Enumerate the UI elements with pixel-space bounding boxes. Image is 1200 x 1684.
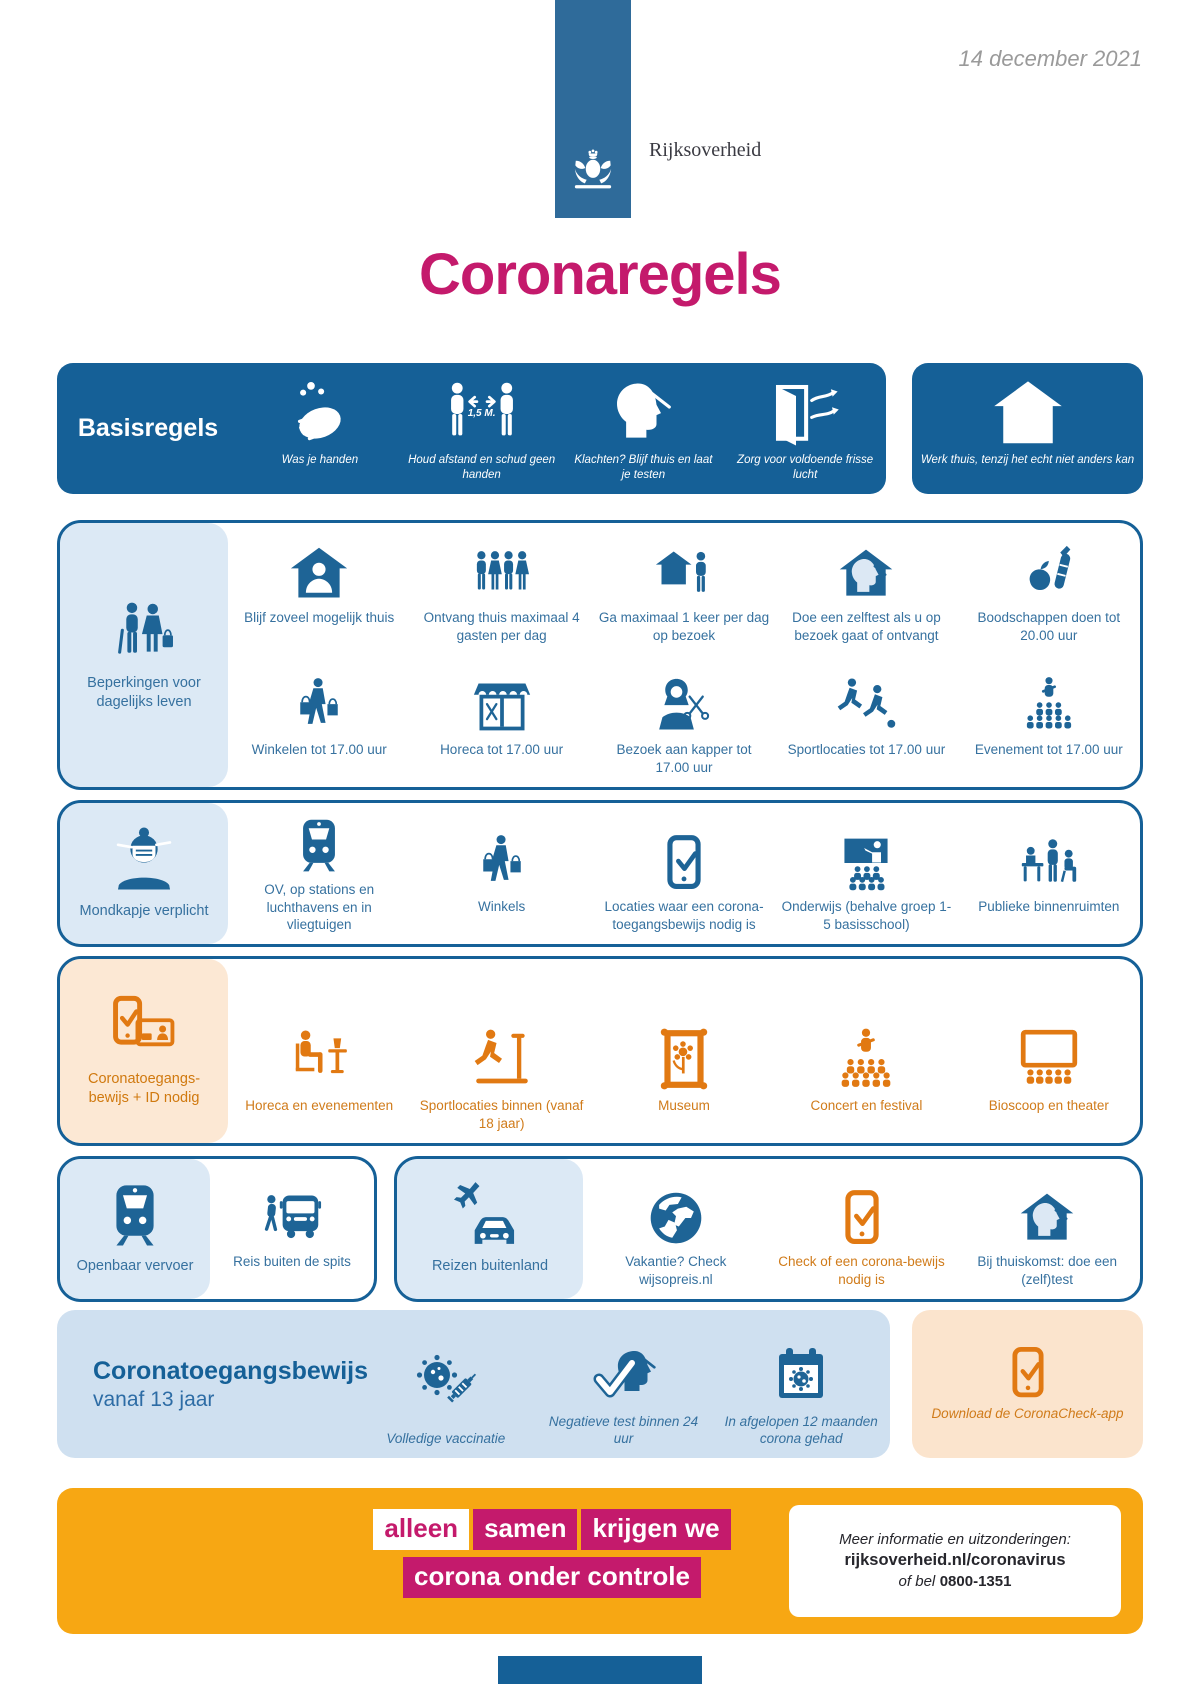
sidebar-label: Mondkapje verplicht (79, 902, 209, 919)
rule-bioscoop (958, 959, 1140, 1143)
rule-publieke-binnenruimten (958, 803, 1140, 944)
phone-check-icon (826, 1188, 898, 1248)
basisregels-work-home-box (912, 363, 1143, 494)
ctb13-title: Coronatoegangsbewijs (93, 1356, 369, 1385)
basisregels-title: Basisregels (77, 414, 219, 442)
ctb-id-sidebar (60, 959, 228, 1143)
rule-hairdresser (593, 655, 775, 787)
rule-label: Boodschappen doen tot 20.00 uur (977, 610, 1121, 643)
rule-ov (228, 803, 410, 944)
section-ctb-id (57, 956, 1143, 1146)
rule-label: Horeca tot 17.00 uur (440, 742, 564, 757)
rule-fresh-air (724, 363, 886, 494)
phone-id-icon (104, 994, 184, 1064)
rule-label: Bij thuiskomst: doe een (zelf)test (977, 1254, 1117, 1287)
info-box (789, 1505, 1121, 1617)
rule-label: Sportlocaties tot 17.00 uur (787, 742, 946, 757)
rule-negatieve-test (535, 1310, 713, 1458)
rule-selftest-visit (775, 523, 957, 655)
rule-event (958, 655, 1140, 787)
section-ctb-13 (57, 1310, 890, 1458)
sidebar-label-line1: Coronatoegangs- (87, 1070, 201, 1087)
rule-winkels (410, 803, 592, 944)
beperkingen-sidebar (60, 523, 228, 787)
section-openbaar-vervoer (57, 1156, 377, 1302)
rule-label: Bioscoop en theater (988, 1098, 1109, 1113)
rule-label: Concert en festival (810, 1098, 923, 1113)
virus-syringe-icon (408, 1345, 484, 1409)
rule-thuiskomst-test (954, 1159, 1140, 1299)
rule-sports (775, 655, 957, 787)
rule-label: Werk thuis, tenzij het echt niet anders kan (920, 454, 1135, 466)
beperkingen-items (228, 523, 1140, 787)
rule-label: Negatieve test binnen 24 uur (548, 1413, 699, 1447)
rule-label: Museum (658, 1098, 710, 1113)
beperkingen-row-1 (228, 523, 1140, 655)
event-stage-icon (1013, 676, 1085, 736)
public-indoor-icon (1013, 833, 1085, 893)
sidebar-label: Reizen buitenland (431, 1258, 549, 1275)
house-person-icon (648, 544, 720, 604)
rule-sport-binnen (410, 959, 592, 1143)
slogan-chip-alleen: alleen (373, 1509, 469, 1550)
rule-label: In afgelopen 12 maanden corona gehad (724, 1413, 878, 1447)
rule-work-home (912, 363, 1143, 494)
test-head-icon (600, 378, 686, 450)
ctb13-subtitle: vanaf 13 jaar (93, 1387, 215, 1411)
download-label: Download de CoronaCheck-app (931, 1406, 1124, 1422)
storefront-icon (466, 676, 538, 736)
train-icon (283, 816, 355, 876)
info-phone-prefix: of bel (898, 1573, 936, 1590)
concert-icon (829, 1026, 903, 1092)
calendar-virus-icon (763, 1344, 839, 1408)
rule-horeca-evenementen (228, 959, 410, 1143)
rule-label: Houd afstand en schud geen handen (408, 454, 556, 481)
rule-label: Locaties waar een corona-toegangsbewijs nodig is (604, 899, 764, 932)
rule-one-visit (593, 523, 775, 655)
rijksoverheid-logo-ribbon (555, 0, 631, 218)
rule-label: Doe een zelftest als u op bezoek gaat of ontvangt (792, 610, 941, 643)
house-test-icon (1011, 1188, 1083, 1248)
wash-hands-icon (277, 378, 363, 450)
rule-stay-home (228, 523, 410, 655)
rule-keep-distance (401, 363, 563, 494)
treadmill-icon (465, 1026, 539, 1092)
sidebar-label: Openbaar vervoer (76, 1258, 194, 1275)
rule-label: Klachten? Blijf thuis en laat je testen (574, 454, 713, 481)
mondkapje-sidebar (60, 803, 228, 944)
rule-label: Volledige vaccinatie (386, 1431, 506, 1447)
rule-label: OV, op stations en luchthavens en in vliegtuigen (264, 882, 375, 933)
section-reizen (394, 1156, 1143, 1302)
reizen-items (583, 1159, 1140, 1299)
distance-badge: 1,5 M. (467, 408, 496, 419)
ov-items (210, 1159, 374, 1299)
rule-horeca (410, 655, 592, 787)
shopper-icon (466, 833, 538, 893)
slogan-line-2 (352, 1557, 752, 1598)
logo-text: Rijksoverheid (649, 139, 762, 161)
rule-label: Was je handen (281, 454, 359, 466)
elderly-couple-icon (104, 598, 184, 668)
info-url: rijksoverheid.nl/coronavirus (844, 1551, 1066, 1569)
sidebar-label (88, 1070, 200, 1108)
cinema-screen-icon (1012, 1026, 1086, 1092)
rule-museum (593, 959, 775, 1143)
mondkapje-items (228, 803, 1140, 944)
ov-sidebar (60, 1159, 210, 1299)
rule-groceries (958, 523, 1140, 655)
rule-label: Winkels (477, 899, 526, 914)
rule-label: Blijf zoveel mogelijk thuis (244, 610, 395, 625)
rule-four-guests (410, 523, 592, 655)
phone-check-icon (648, 833, 720, 893)
reizen-sidebar (397, 1159, 583, 1299)
train-icon (95, 1181, 175, 1251)
rule-vakantie (583, 1159, 769, 1299)
download-coronacheck-box (912, 1310, 1143, 1458)
rule-label: Sportlocaties binnen (vanaf 18 jaar) (419, 1098, 584, 1131)
slogan-line-1 (352, 1509, 752, 1550)
shopper-icon (283, 676, 355, 736)
rule-label: Evenement tot 17.00 uur (974, 742, 1123, 757)
rule-label: Zorg voor voldoende frisse lucht (737, 454, 874, 481)
rule-ctb-locaties (593, 803, 775, 944)
ctb13-items (357, 1310, 890, 1458)
beperkingen-row-2 (228, 655, 1140, 787)
ctb-id-items (228, 959, 1140, 1143)
ctb13-title-block (57, 1310, 369, 1458)
rule-label: Vakantie? Check wijsopreis.nl (625, 1254, 727, 1287)
rule-label: Horeca en evenementen (245, 1098, 394, 1113)
rule-vaccinatie (357, 1310, 535, 1458)
info-line-1: Meer informatie en uitzonderingen: (839, 1531, 1071, 1548)
museum-frame-icon (647, 1026, 721, 1092)
info-phone-line (899, 1573, 1012, 1591)
rule-corona-gehad (712, 1310, 890, 1458)
classroom-icon (830, 833, 902, 893)
phone-check-icon (999, 1345, 1057, 1401)
face-mask-icon (104, 826, 184, 896)
sidebar-label-line2: bewijs + ID nodig (88, 1090, 200, 1106)
rule-onderwijs (775, 803, 957, 944)
slogan (352, 1509, 752, 1605)
four-guests-icon (466, 544, 538, 604)
next-page-ribbon (498, 1656, 702, 1684)
fresh-air-icon (762, 378, 848, 450)
hairdresser-icon (648, 676, 720, 736)
publication-date: 14 december 2021 (958, 46, 1142, 71)
seated-guest-icon (282, 1026, 356, 1092)
slogan-chip-corona-onder-controle: corona onder controle (403, 1557, 701, 1598)
sidebar-label: Beperkingen voor dagelijks leven (87, 674, 201, 710)
house-selftest-icon (830, 544, 902, 604)
rule-label: Ontvang thuis maximaal 4 gasten per dag (423, 610, 580, 643)
rule-label: Publieke binnenruimten (978, 899, 1120, 914)
negative-test-icon (586, 1344, 662, 1408)
work-home-icon (985, 378, 1071, 450)
rule-label: Ga maximaal 1 keer per dag op bezoek (598, 610, 770, 643)
rule-label: Check of een corona-bewijs nodig is (778, 1254, 945, 1287)
basisregels-bar (57, 363, 886, 494)
globe-icon (640, 1188, 712, 1248)
slogan-chip-samen: samen (473, 1509, 577, 1550)
runners-icon (830, 676, 902, 736)
slogan-chip-krijgen-we: krijgen we (581, 1509, 730, 1550)
page-title: Coronaregels (419, 242, 781, 307)
rule-shopping (228, 655, 410, 787)
rule-buiten-spits (210, 1159, 374, 1299)
rule-label: Onderwijs (behalve groep 1-5 basisschool) (781, 899, 952, 932)
rule-label: Winkelen tot 17.00 uur (251, 742, 387, 757)
rule-label: Reis buiten de spits (233, 1254, 351, 1269)
section-beperkingen (57, 520, 1143, 790)
groceries-icon (1013, 544, 1085, 604)
coat-of-arms-icon (564, 146, 622, 208)
info-phone-number: 0800-1351 (939, 1573, 1012, 1590)
footer-banner (57, 1488, 1143, 1634)
rule-check-coronabewijs (769, 1159, 955, 1299)
rule-concert (775, 959, 957, 1143)
rule-wash-hands (239, 363, 401, 494)
rule-symptoms-test (563, 363, 725, 494)
stay-home-icon (283, 544, 355, 604)
plane-car-icon (450, 1181, 530, 1251)
section-mondkapje (57, 800, 1143, 947)
rule-label: Bezoek aan kapper tot 17.00 uur (616, 742, 752, 775)
walk-bus-icon (256, 1188, 328, 1248)
